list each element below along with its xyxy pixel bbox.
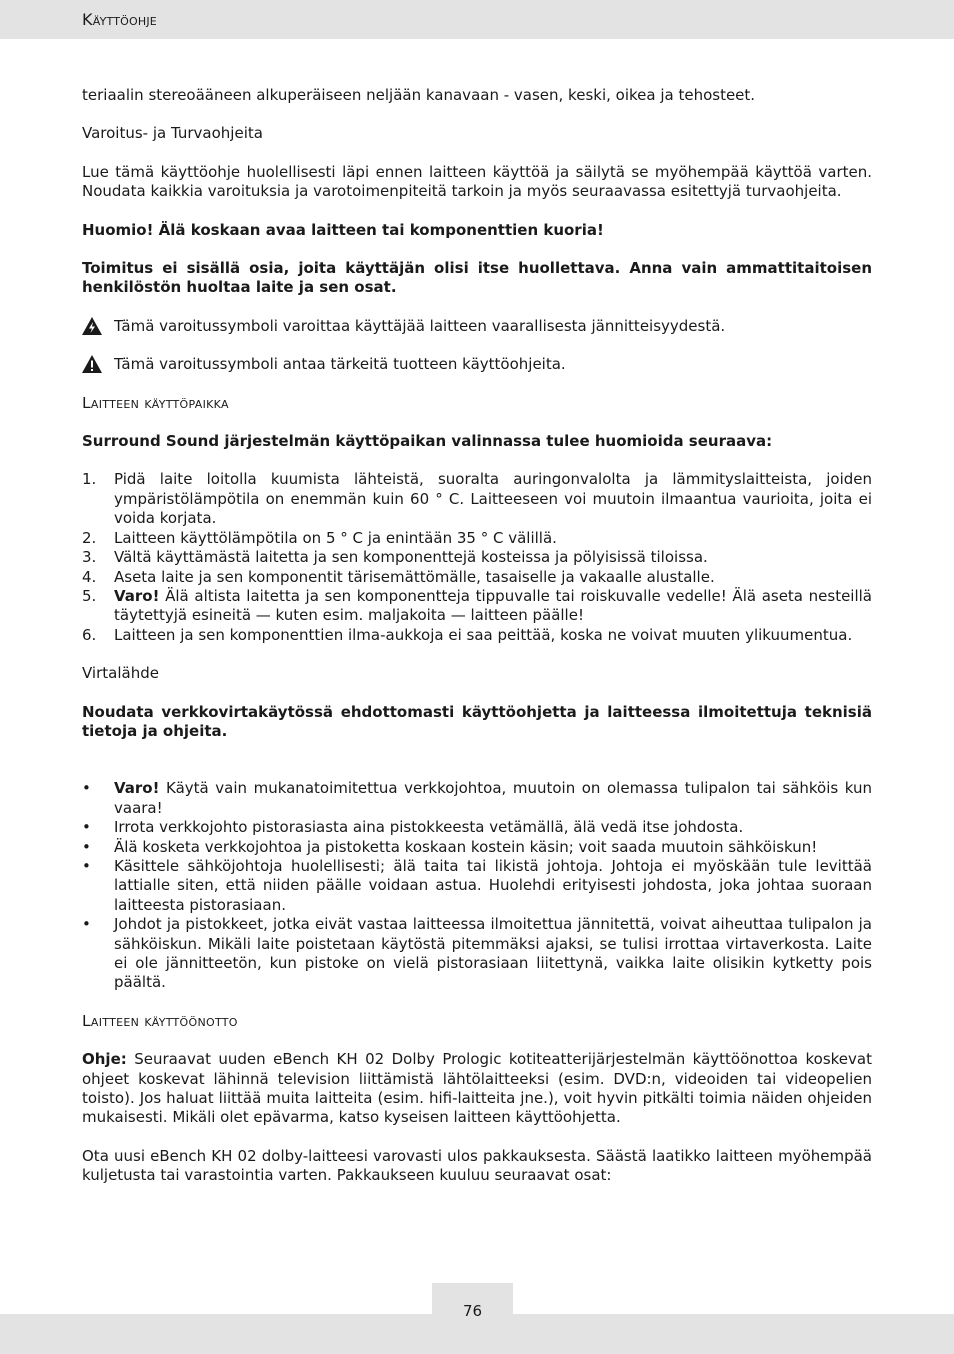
list-item: • Varo! Käytä vain mukanatoimitettua verkkojohtoa, muutoin on olemassa tulipalon tai sähköis kun vaara!: [82, 779, 872, 817]
setup-note: Ohje: Seuraavat uuden eBench KH 02 Dolby Prologic kotiteatterijärjestelmän käyttöönottoa koskevat ohjeet koskevat lähinnä television liittämistä lähtölaitteeksi (esim. DVD:n, videoiden tai videopelien toisto). Jos haluat liittää muita laitteita (esim. hifi-laitteita jne.), voit hyvin pitkälti toimia näiden ohjeiden mukaisesti. Mikäli olet epävarma, katso kyseisen laitteen käyttöohjetta.: [82, 1050, 872, 1127]
page-number: 76: [462, 1302, 483, 1320]
list-item: • Johdot ja pistokkeet, jotka eivät vastaa laitteessa ilmoitettua jännitettä, voivat aiheuttaa tulipalon ja sähköiskun. Mikäli laite poistetaan käytöstä pitemmäksi ajaksi, se tulisi irrottaa virtaverkosta. Laite ei ole jännitteetön, kun pistoke on vielä pistorasiaan liitettynä, vaikka laite olisikin kytketty pois päältä.: [82, 915, 872, 992]
list-item: • Älä kosketa verkkojohtoa ja pistoketta koskaan kostein käsin; voit saada muutoin sähköiskun!: [82, 837, 818, 856]
power-lead: Noudata verkkovirtakäytössä ehdottomasti käyttöohjetta ja laitteessa ilmoitettuja teknisiä tietoja ja ohjeita.: [82, 702, 872, 740]
page-title: Käyttöohje: [82, 10, 157, 29]
safety-paragraph: Lue tämä käyttöohje huolellisesti läpi ennen laitteen käyttöä ja säilytä se myöhempää käyttöä varten. Noudata kaikkia varoituksia ja varotoimenpiteitä tarkoin ja myös seuraavassa esitettyjä turvaohjeita.: [82, 162, 872, 201]
caution-text: Huomio! Älä koskaan avaa laitteen tai komponenttien kuoria!: [82, 220, 604, 239]
list-item: • Irrota verkkojohto pistorasiasta aina pistokkeesta vetämällä, älä vedä itse johdosta.: [82, 818, 744, 837]
exclamation-warning-icon: [82, 355, 102, 373]
lightning-warning-icon: [82, 317, 102, 335]
location-heading: Laitteen käyttöpaikka: [82, 393, 229, 412]
power-heading: Virtalähde: [82, 664, 159, 683]
intro-line: teriaalin stereoääneen alkuperäiseen neljään kanavaan - vasen, keski, oikea ja tehosteet.: [82, 86, 756, 104]
list-item: 4. Aseta laite ja sen komponentit tärisemättömälle, tasaiselle ja vakaalle alustalle.: [82, 567, 715, 586]
setup-heading: Laitteen käyttöönotto: [82, 1011, 238, 1030]
list-item: 5. Varo! Älä altista laitetta ja sen komponentteja tippuvalle tai roiskuvalle vedelle! Älä aseta nesteillä täytettyjä esineitä — kuten esim. maljakoita — laitteen päälle!: [82, 586, 872, 625]
location-lead: Surround Sound järjestelmän käyttöpaikan valinnassa tulee huomioida seuraava:: [82, 432, 773, 451]
list-item: 6. Laitteen ja sen komponenttien ilma-aukkoja ei saa peittää, koska ne voivat muuten ylikuumentua.: [82, 625, 853, 644]
warning-voltage: [82, 317, 872, 336]
warning-voltage-text: Tämä varoitussymboli varoittaa käyttäjää laitteen vaarallisesta jännitteisyydestä.: [114, 316, 726, 335]
service-text: Toimitus ei sisällä osia, joita käyttäjän olisi itse huollettava. Anna vain ammattitaitoisen henkilöstön huoltaa laite ja sen osat.: [82, 259, 872, 297]
list-item: • Käsittele sähköjohtoja huolellisesti; älä taita tai likistä johtoja. Johtoja ei myöskään tule levittää lattialle siten, että niiden päälle voidaan astua. Huolehdi erityisesti johdosta, joka johtaa suoraan laitteesta pistorasiaan.: [82, 856, 872, 914]
list-item: 2. Laitteen käyttölämpötila on 5 ° C ja enintään 35 ° C välillä.: [82, 528, 557, 547]
list-item: 1. Pidä laite loitolla kuumista lähteistä, suoralta auringonvalolta ja lämmityslaitteista, joiden ympäristölämpötila on enemmän kuin 60 ° C. Laitteeseen voi muutoin ilmaantua vaurioita, joita ei voida korjata.: [82, 470, 872, 528]
warning-info: [82, 355, 872, 374]
location-list: [82, 470, 872, 645]
power-list: [82, 779, 872, 992]
page-content: [82, 86, 872, 1186]
list-item: 3. Vältä käyttämästä laitetta ja sen komponenttejä kosteissa ja pölyisissä tiloissa.: [82, 548, 708, 567]
setup-unpack: Ota uusi eBench KH 02 dolby-laitteesi varovasti ulos pakkauksesta. Säästä laatikko laitteen myöhempää kuljetusta tai varastointia varten. Pakkaukseen kuuluu seuraavat osat:: [82, 1146, 872, 1185]
safety-heading: Varoitus- ja Turvaohjeita: [82, 124, 263, 143]
warning-info-text: Tämä varoitussymboli antaa tärkeitä tuotteen käyttöohjeita.: [114, 355, 566, 374]
